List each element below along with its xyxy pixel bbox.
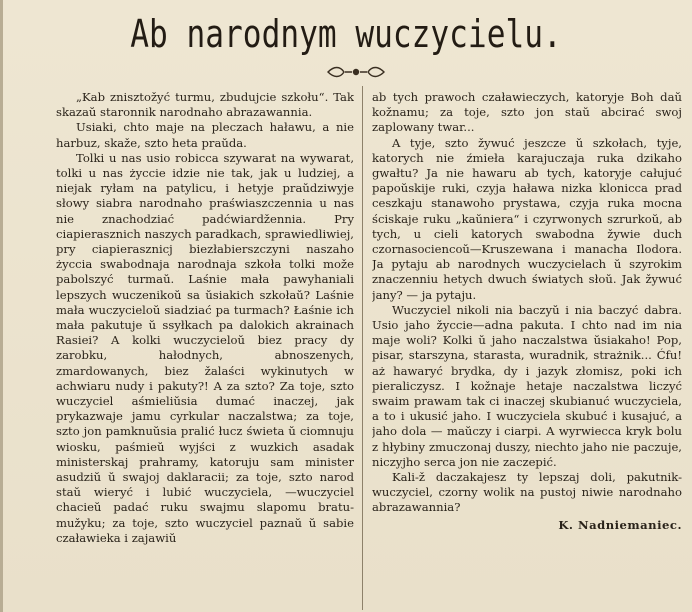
paragraph: A tyje, szto žywuć jeszcze ŭ szkołach, tyje, katorych nie źmieła karajuczaja ruka dzikaho gwałtu? Ja nie hawaru ab tych, katoryje całujuć papoŭskije ruki, czyja haława nizka klonicca prad ceszkaju stanawoho prystawa, czyja ruka mocna ściskaje ruku „kaŭniera“ i czyrwonych szrurkoŭ, ab tych, u cieli katorych swabodna žywie duch czornasociencoŭ—Kruszewana i manacha Ilodora. Ja pytaju ab narodnych wuczycielach ŭ szyrokim znaczenniu hetych dwuch światych słoŭ. Jak žywuć jany? — ja pytaju. bbox=[372, 135, 682, 302]
paragraph: Tolki u nas usio robicca szywarat na wywarat, tolki u nas życcie idzie nie tak, jak u ludziej, a niejak ryłam na patylicu, i hetyje praŭdziwyje słowy siabra narodnaho praświaszczennia u nas nie znachodziać padćwiardženniа. Pry ciapierasznich naszych paradkach, sprawiedliwiej, pry ciapierasznicj biezłabierszczyni naszaho życcia swabodnaja narodnaja szkoła tolki može pabolszyć turmaŭ. Laśnie mała pawyhaniali lepszych wuczenikoŭ sa ŭsiakich szkołaŭ? Laśnie mała wuczycieloŭ siadziać pa turmach? Łaśnie ich mała pakutuje ŭ ssyłkach pa dalokich akrainach Rasiei? A kolki wuczycieloŭ biez pracy dy zarobku, hałodnych, abnoszenych, zmardowanych, biez žalaści wykinutych w achwiaru nudy i pakuty?! A za szto? Za toje, szto wuczyciel aśmieliŭsia dumać inaczej, jak prykazwaje jamu cyrkular naczalstwa; za toje, szto jon pamknuŭsia pralić łucz świeta ŭ ciomnuju wiosku, paśmieŭ wyjści z wuzkich asadak ministerskaj prahramy, katoruju sam minister asudziŭ ŭ swajoj daklaracii; za toje, szto narod staŭ wieryć i lubić wuczyciela, —wuczyciel chacieŭ padać ruku swajmu slapomu bratu-mužyku; za toje, szto wuczyciel paznaŭ ŭ sabie czaławieka i zajawiŭ bbox=[56, 150, 354, 545]
paragraph: Wuczyciel nikoli nia baczyŭ i nia baczyć dabra. Usio jaho žyccie—adna pakuta. I chto nad im nia maje woli? Kolki ŭ jaho naczalstwa ŭsiakaho! Pop, pisar, starszyna, starasta, wuradnik, strażnik... Ćfu! aż hawaryć brydka, dy i jazyk złomisz, poki ich pieraliczysz. I kožnaje hetaje naczalstwa liczyć swaim prawam tak ci inaczej skubianuć wuczyciela, a to i ukusić jaho. I wuczyciela skubuć i kusajuć, a jaho dola — maŭczy i ciarpi. A wyrwiecca kryk bolu z hłybiny zmuczonaj duszy, niechto jaho nie paczuje, niczyjho serca jon nie zaczepić. bbox=[372, 302, 682, 469]
right-column bbox=[372, 90, 682, 610]
paragraph: Kali-ž daczakajesz ty lepszaj doli, pakutnik-wuczyciel, czorny wolik na pustoj niwie narodnaho abrazawannia? bbox=[372, 470, 682, 515]
ornament-divider bbox=[326, 64, 386, 80]
article-title: Ab narodnym wuczycielu. bbox=[130, 12, 562, 56]
paragraph: „Kab znisztožyć turmu, zbudujcie szkołu“. Tak skazaŭ staronnik narodnaho abrazawannia. bbox=[56, 90, 354, 120]
page-edge bbox=[0, 0, 3, 612]
author-signature: K. Nadniemaniec. bbox=[558, 517, 682, 532]
column-divider bbox=[362, 86, 363, 610]
paragraph: Usiaki, chto maje na pleczach haławu, a nie harbuz, skaže, szto heta praŭda. bbox=[56, 120, 354, 150]
paragraph: ab tych prawoch czaławieczych, katoryje Boh daŭ kožnamu; za toje, szto jon staŭ abcirać swoj zaplowany twar... bbox=[372, 90, 682, 135]
left-column bbox=[56, 90, 354, 610]
